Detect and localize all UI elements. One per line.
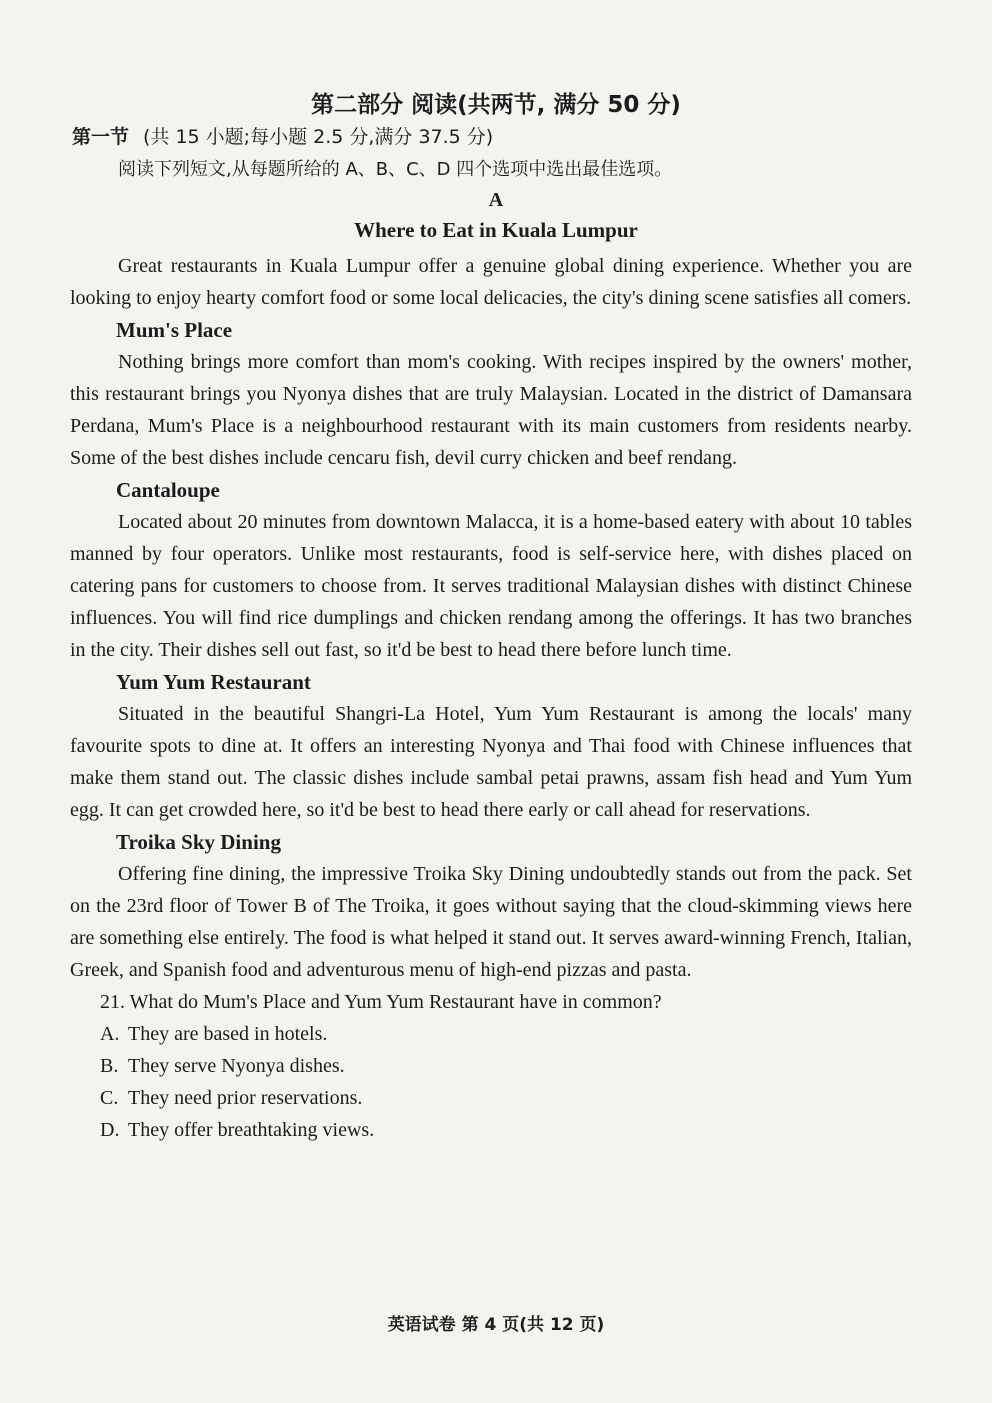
option-text: They serve Nyonya dishes. [128, 1055, 345, 1077]
option-b [100, 1050, 912, 1082]
section-heading-yum-yum: Yum Yum Restaurant [116, 670, 311, 694]
page-footer: 英语试卷 第 4 页(共 12 页) [387, 1315, 605, 1335]
passage-body [70, 250, 912, 1146]
section-text-yum-yum: Situated in the beautiful Shangri-La Hotel, Yum Yum Restaurant is among the locals' many favourite spots to dine at. It offers an interesting Nyonya and Thai food with Chinese influences that make them stand out. The classic dishes include sambal petai prawns, assam fish head and Yum Yum egg. It can get crowded here, so it'd be best to head there early or call ahead for reservations. [70, 703, 912, 821]
section-label: 第一节 [72, 126, 130, 148]
section-heading-troika: Troika Sky Dining [116, 830, 281, 854]
option-a [100, 1018, 912, 1050]
section-text-mums-place: Nothing brings more comfort than mom's cooking. With recipes inspired by the owners' mother, this restaurant brings you Nyonya dishes that are truly Malaysian. Located in the district of Damansara Perdana, Mum's Place is a neighbourhood restaurant with its main customers from residents nearby. Some of the best dishes include cencaru fish, devil curry chicken and beef rendang. [70, 351, 912, 469]
option-label: C. [100, 1087, 119, 1109]
section-text-troika: Offering fine dining, the impressive Troika Sky Dining undoubtedly stands out from the pack. Set on the 23rd floor of Tower B of The Troika, it goes without saying that the cloud-skimming views here are something else entirely. The food is what helped it stand out. It serves award-winning French, Italian, Greek, and Spanish food and adventurous menu of high-end pizzas and pasta. [70, 863, 912, 981]
section-heading-cantaloupe: Cantaloupe [116, 478, 220, 502]
section-heading-mums-place: Mum's Place [116, 318, 233, 342]
section-detail: (共 15 小题;每小题 2.5 分,满分 37.5 分) [143, 126, 494, 148]
option-c [100, 1082, 912, 1114]
option-label: B. [100, 1055, 119, 1077]
section-heading [72, 122, 493, 149]
intro-paragraph: Great restaurants in Kuala Lumpur offer a genuine global dining experience. Whether you are looking to enjoy hearty comfort food or some local delicacies, the city's dining scene satisfies all comers. [70, 255, 912, 309]
question-number: 21. [100, 991, 125, 1013]
option-list [100, 1018, 912, 1146]
option-text: They are based in hotels. [128, 1023, 328, 1045]
option-text: They offer breathtaking views. [128, 1119, 375, 1141]
option-label: A. [100, 1023, 120, 1045]
option-text: They need prior reservations. [128, 1087, 363, 1109]
option-label: D. [100, 1119, 120, 1141]
question-text: What do Mum's Place and Yum Yum Restaurant have in common? [129, 991, 662, 1013]
question-stem [100, 986, 912, 1018]
part-title: 第二部分 阅读(共两节, 满分 50 分) [311, 92, 681, 118]
section-text-cantaloupe: Located about 20 minutes from downtown Malacca, it is a home-based eatery with about 10 tables manned by four operators. Unlike most restaurants, food is self-service here, with dishes placed on catering pans for customers to choose from. It serves traditional Malaysian dishes with distinct Chinese influences. You will find rice dumplings and chicken rendang among the offerings. It has two branches in the city. Their dishes sell out fast, so it'd be best to head there before lunch time. [70, 511, 912, 661]
passage-title: Where to Eat in Kuala Lumpur [354, 218, 638, 242]
instruction-text: 阅读下列短文,从每题所给的 A、B、C、D 四个选项中选出最佳选项。 [118, 159, 673, 180]
option-d [100, 1114, 912, 1146]
passage-letter: A [488, 189, 504, 211]
